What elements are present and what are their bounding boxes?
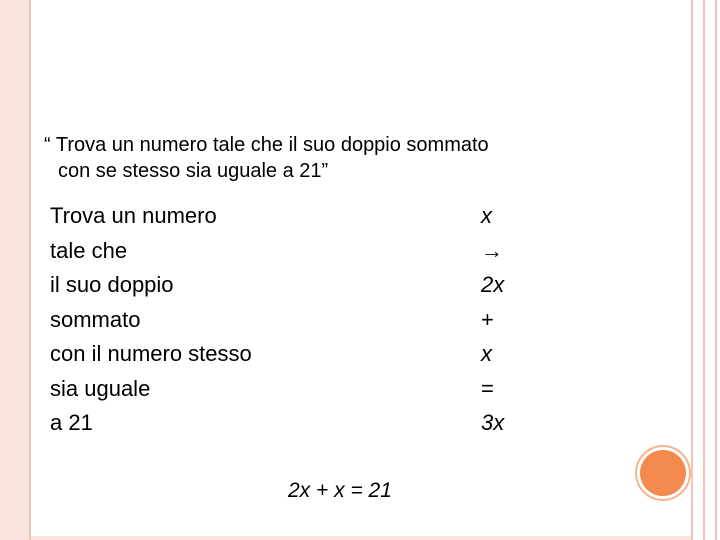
phrase-item: sommato — [50, 306, 141, 332]
symbol-column — [481, 199, 504, 441]
phrase-item: Trova un numero — [50, 203, 217, 228]
right-frame-line — [703, 0, 705, 540]
bottom-decorative-band — [31, 536, 691, 540]
arrow-icon: → — [481, 237, 503, 263]
decorative-circle — [640, 450, 686, 496]
slide-title — [44, 132, 624, 184]
phrase-item: sia uguale — [50, 375, 151, 401]
symbol-item: x — [481, 341, 492, 366]
symbol-item: 2x — [481, 272, 505, 297]
equation: 2x + x = 21 — [288, 479, 392, 502]
phrase-item: il suo doppio — [50, 272, 174, 297]
title-line-2: con se stesso sia uguale a 21” — [58, 160, 329, 182]
right-frame-line — [715, 0, 717, 540]
title-line-1: “ Trova un numero tale che il suo doppio sommato — [44, 134, 489, 156]
phrase-item: con il numero stesso — [50, 341, 252, 366]
symbol-item: x — [481, 203, 492, 228]
symbol-item: = — [481, 375, 494, 401]
symbol-item: + — [481, 306, 494, 332]
symbol-item: 3x — [481, 410, 505, 435]
phrase-item: a 21 — [50, 410, 93, 435]
phrase-item: tale che — [50, 237, 128, 263]
left-decorative-band — [0, 0, 29, 540]
left-frame-line — [29, 0, 31, 540]
right-frame-line — [691, 0, 693, 540]
phrase-column — [50, 199, 252, 441]
